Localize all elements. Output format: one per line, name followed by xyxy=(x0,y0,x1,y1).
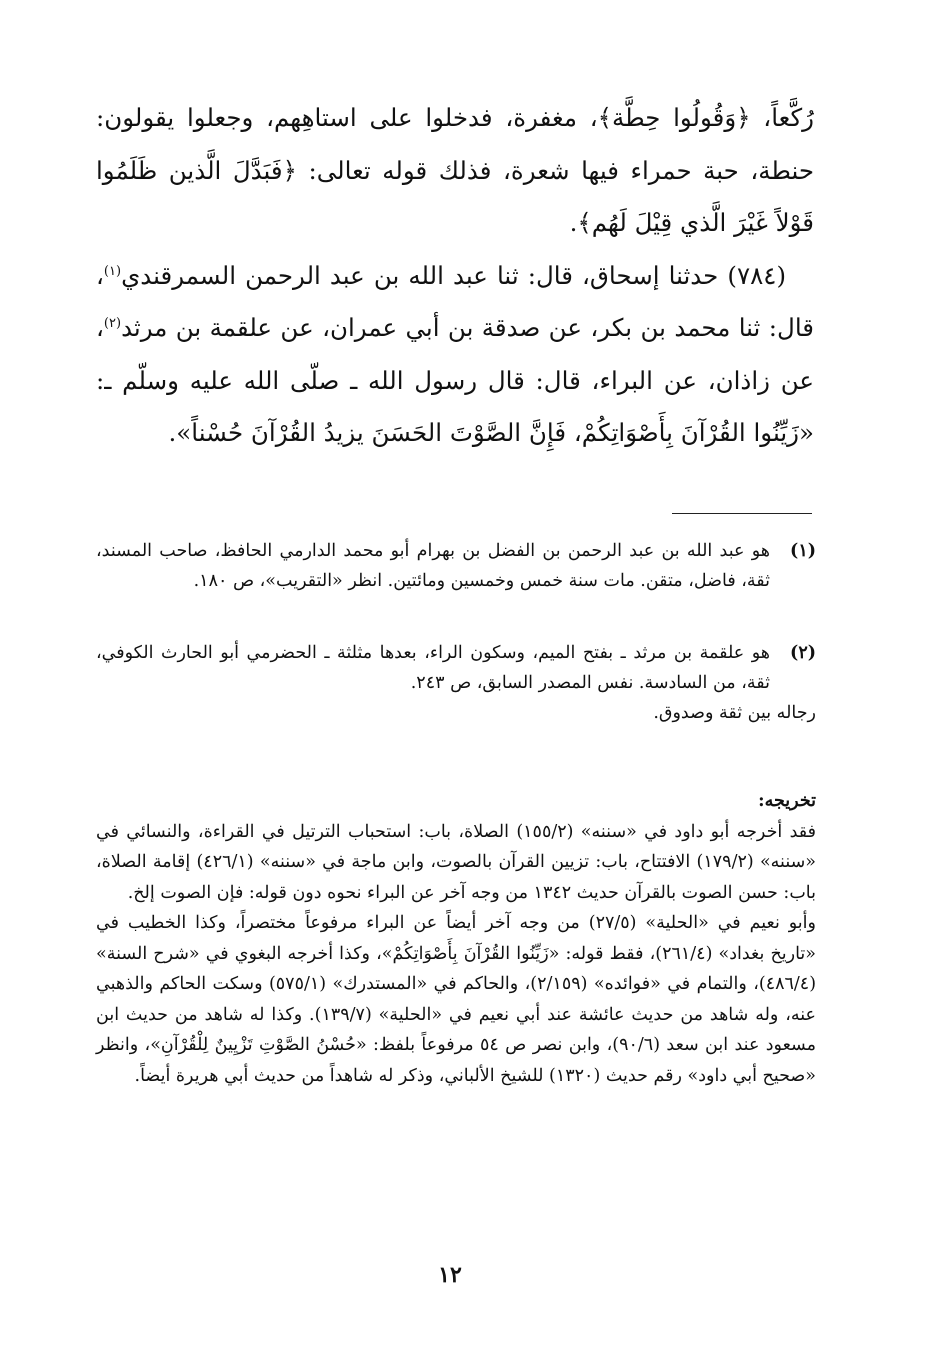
takhrij-heading: تخريجه: xyxy=(758,791,816,811)
main-text xyxy=(96,92,814,460)
main-paragraph-1: رُكَّعاً، ﴿وَقُولُوا حِطَّة﴾، مغفرة، فدخلوا على استاهِهم، وجعلوا يقولون: حنطة، حبة حمراء فيها شعرة، فذلك قوله تعالى: ﴿فَبَدَّلَ الَّذين ظَلَمُوا قَوْلاً غَيْرَ الَّذي قِيْلَ لَهُم﴾. xyxy=(96,103,814,237)
footnote-separator xyxy=(672,513,812,514)
hadith-number: (٧٨٤) xyxy=(727,260,786,290)
footnote-number: (٢) xyxy=(790,643,816,663)
takhrij-paragraph: فقد أخرجه أبو داود في «سننه» (١٥٥/٢) الصلاة، باب: استحباب الترتيل في القراءة، والنسائي في «سننه» (١٧٩/٢) الافتتاح، باب: تزيين القرآن بالصوت، وابن ماجة في «سننه» (٤٢٦/١) إقامة الصلاة، باب: حسن الصوت بالقرآن حديث ١٣٤٢ من وجه آخر عن البراء نحوه دون قوله: فإن الصوت إلخ. xyxy=(96,821,816,903)
footnote-ref-1[interactable]: (١) xyxy=(103,263,122,279)
takhrij-section xyxy=(96,786,816,1091)
page-number: ١٢ xyxy=(438,1262,462,1288)
footnote-1 xyxy=(96,536,816,596)
footnote-ref-2[interactable]: (٢) xyxy=(103,315,122,331)
hadith-text-a: حدثنا إسحاق، قال: ثنا عبد الله بن عبد الرحمن السمرقندي xyxy=(121,260,728,290)
takhrij-paragraph: وأبو نعيم في «الحلية» (٢٧/٥) من وجه آخر أيضاً عن البراء مرفوعاً مختصراً، وكذا الخطيب في «تاريخ بغداد» (٢٦١/٤)، فقط قوله: «زَيِّنُوا القُرْآنَ بِأَصْوَاتِكُمْ»، وكذا أخرجه البغوي في «شرح السنة» (٤٨٦/٤)، والتمام في «فوائده» (٢/١٥٩)، والحاكم في «المستدرك» (٥٧٥/١) وسكت الحاكم والذهبي عنه، وله شاهد من حديث عائشة عند أبي نعيم في «الحلية» (١٣٩/٧). وكذا له شاهد من حديث ابن مسعود عند ابن سعد (٩٠/٦)، وابن نصر ص ٥٤ مرفوعاً بلفظ: «حُسْنُ الصَّوْتِ تَزْيِينٌ لِلْقُرْآنِ»، وانظر «صحيح أبي داود» رقم حديث (١٣٢٠) للشيخ الألباني، وذكر له شاهداً من حديث أبي هريرة أيضاً. xyxy=(96,913,817,1086)
footnote-text: هو علقمة بن مرثد ـ بفتح الميم، وسكون الراء، بعدها مثلثة ـ الحضرمي أبو الحارث الكوفي، ثقة، من السادسة. نفس المصدر السابق، ص ٢٤٣. xyxy=(96,643,770,693)
footnote-number: (١) xyxy=(790,541,816,561)
hadith-paragraph xyxy=(96,250,814,460)
footnote-2 xyxy=(96,638,816,728)
hadith-text-c: ، عن زاذان، عن البراء، قال: قال رسول الله ـ صلّى الله عليه وسلّم ـ: «زَيِّنُوا القُرْآنَ بِأَصْوَاتِكُمْ، فَإِنَّ الصَّوْتَ الحَسَنَ يزيدُ القُرْآنَ حُسْناً». xyxy=(96,313,814,447)
hadith-text-b: ، قال: ثنا محمد بن بكر، عن صدقة بن أبي عمران، عن علقمة بن مرثد xyxy=(96,260,814,342)
footnote-text: هو عبد الله بن عبد الرحمن بن الفضل بن بهرام أبو محمد الدارمي الحافظ، صاحب المسند، ثقة، فاضل، متقن. مات سنة خمس وخمسين ومائتين. انظر «التقريب»، ص ١٨٠. xyxy=(96,541,770,591)
footnote-note: رجاله بين ثقة وصدوق. xyxy=(653,703,816,723)
